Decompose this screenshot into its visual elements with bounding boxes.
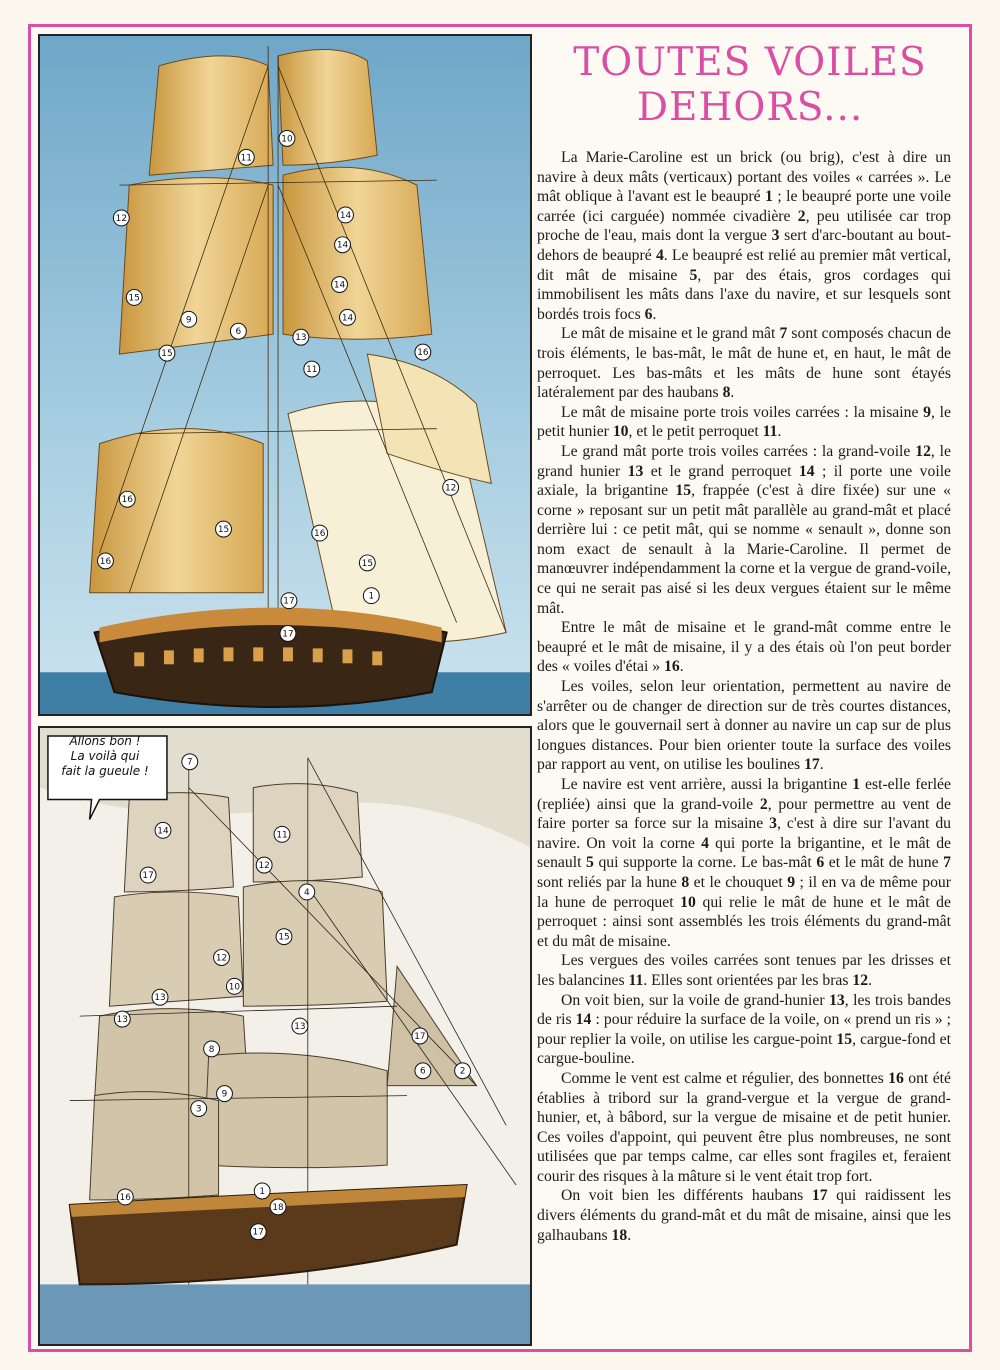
paragraph-text: . bbox=[627, 1226, 632, 1244]
paragraph-text: , c'est à dire sur l'avant du navire. On voit la corne bbox=[537, 815, 952, 852]
svg-text:13: 13 bbox=[116, 1015, 129, 1026]
reference-number: 15 bbox=[836, 1030, 853, 1048]
paragraph-text: Le navire est vent arrière, aussi la brigantine bbox=[561, 776, 853, 793]
paragraph-text: . bbox=[730, 384, 735, 402]
callout-bottom bbox=[455, 1063, 471, 1079]
svg-text:13: 13 bbox=[295, 333, 307, 344]
callout-top bbox=[281, 593, 297, 609]
paragraph-text: Le grand mât porte trois voiles carrées : la grand-voile bbox=[561, 442, 916, 460]
callout-top bbox=[293, 329, 309, 345]
paragraph-text: . Le beaupré est relié au premier mât vertical, dit mât de misaine bbox=[537, 246, 951, 284]
callout-top bbox=[312, 525, 328, 541]
svg-text:14: 14 bbox=[336, 240, 349, 251]
paragraph bbox=[537, 403, 951, 442]
paragraph-text: , les trois bandes de ris bbox=[537, 991, 951, 1029]
svg-text:12: 12 bbox=[444, 483, 457, 494]
reference-number: 13 bbox=[627, 462, 644, 480]
callout-bottom bbox=[415, 1063, 431, 1079]
reference-number: 5 bbox=[586, 854, 594, 872]
reference-number: 11 bbox=[762, 423, 778, 441]
paragraph bbox=[537, 951, 951, 990]
callout-top bbox=[338, 207, 354, 223]
reference-number: 14 bbox=[575, 1011, 592, 1029]
callout-top bbox=[304, 361, 320, 377]
reference-number: 4 bbox=[655, 246, 664, 264]
callout-bottom bbox=[191, 1101, 207, 1117]
callout-bottom bbox=[204, 1041, 220, 1057]
callout-top bbox=[238, 149, 254, 165]
title-line: DEHORS... bbox=[636, 85, 864, 130]
reference-number: 7 bbox=[779, 325, 788, 343]
reference-number: 8 bbox=[681, 873, 690, 891]
svg-text:9: 9 bbox=[185, 315, 192, 326]
reference-number: 10 bbox=[680, 893, 696, 911]
paragraph-text: . bbox=[679, 658, 684, 676]
reference-number: 4 bbox=[701, 834, 709, 852]
bubble-line: La voilà qui bbox=[70, 749, 140, 763]
svg-text:16: 16 bbox=[99, 556, 112, 567]
svg-text:6: 6 bbox=[235, 327, 242, 338]
svg-text:17: 17 bbox=[283, 596, 295, 607]
callout-bottom bbox=[250, 1224, 266, 1240]
callout-bottom bbox=[256, 857, 272, 873]
callout-top bbox=[359, 555, 375, 571]
paragraph-text: . bbox=[868, 971, 873, 989]
body-text bbox=[537, 148, 951, 1245]
reference-number: 13 bbox=[829, 991, 845, 1009]
svg-text:3: 3 bbox=[195, 1104, 202, 1115]
svg-text:1: 1 bbox=[259, 1186, 266, 1197]
paragraph-text: , frappée (c'est à dire fixée) sur une « corne » reposant sur un petit mât parallèle au grand-mât et placé derrière lui : ce petit mât, qui se nomme « senault », donne son nom exact de senault à la Marie-Caroline. Il permet de manœuvrer indépendamment la corne et la vergue de grand-voile, ce qui ne serait pas aisé si les deux vergues étaient sur le même mât. bbox=[537, 482, 952, 617]
svg-text:11: 11 bbox=[240, 153, 252, 164]
svg-text:18: 18 bbox=[272, 1202, 284, 1213]
paragraph bbox=[537, 677, 951, 775]
paragraph-text: sont reliés par la hune bbox=[537, 873, 682, 891]
svg-text:17: 17 bbox=[142, 871, 154, 882]
paragraph bbox=[537, 1069, 951, 1187]
illustration-stern-view bbox=[38, 34, 532, 716]
svg-text:15: 15 bbox=[278, 932, 290, 943]
paragraph-text: . bbox=[777, 423, 782, 441]
paragraph-text: Comme le vent est calme et régulier, des bonnettes bbox=[561, 1069, 889, 1087]
reference-number: 9 bbox=[923, 403, 932, 421]
reference-number: 2 bbox=[759, 795, 768, 813]
callout-top bbox=[340, 309, 356, 325]
callout-bottom bbox=[412, 1028, 428, 1044]
svg-text:4: 4 bbox=[303, 887, 310, 898]
callout-top bbox=[181, 311, 197, 327]
svg-text:10: 10 bbox=[228, 982, 241, 993]
paragraph-text: . bbox=[652, 305, 657, 323]
paragraph-text: On voit bien les différents haubans bbox=[561, 1187, 812, 1205]
callout-top bbox=[113, 210, 129, 226]
paragraph-text: sert d'arc-boutant au bout-dehors de beaupré bbox=[537, 227, 952, 264]
paragraph-text: , cargue-fond et cargue-bouline. bbox=[537, 1030, 951, 1068]
bubble-line: fait la gueule ! bbox=[61, 764, 149, 778]
paragraph-text: qui raidissent les divers éléments du grand-mât et du mât de misaine, ainsi que les galhaubans bbox=[537, 1187, 951, 1244]
paragraph bbox=[537, 324, 951, 402]
page-title bbox=[540, 40, 960, 130]
callout-bottom bbox=[114, 1011, 130, 1027]
svg-text:15: 15 bbox=[128, 293, 140, 304]
callout-bottom bbox=[152, 989, 168, 1005]
reference-number: 8 bbox=[722, 384, 731, 402]
svg-text:16: 16 bbox=[121, 495, 133, 506]
paragraph-text: ; il porte une voile axiale, la brigantine bbox=[537, 462, 952, 500]
reference-number: 6 bbox=[644, 305, 653, 323]
paragraph-text: , pour permettre au vent de faire porter sa force sur la misaine bbox=[537, 795, 951, 833]
callout-top bbox=[280, 626, 296, 642]
paragraph-text: La Marie-Caroline est un brick (ou brig), c'est à dire un navire à deux mâts (verticaux) portant des voiles « carrées ». Le mât oblique à l'avant est le beaupré bbox=[537, 149, 951, 206]
svg-text:12: 12 bbox=[258, 861, 270, 872]
callout-bottom bbox=[117, 1189, 133, 1205]
svg-text:14: 14 bbox=[341, 313, 354, 324]
svg-text:7: 7 bbox=[186, 757, 193, 768]
callout-bottom bbox=[274, 826, 290, 842]
reference-number: 1 bbox=[852, 776, 861, 793]
reference-number: 1 bbox=[765, 188, 773, 206]
paragraph-text: ; le beaupré porte une voile carrée (ici carguée) nommée civadière bbox=[537, 188, 951, 225]
svg-text:12: 12 bbox=[115, 213, 128, 224]
callout-top bbox=[415, 344, 431, 360]
callout-bottom bbox=[226, 978, 242, 994]
svg-text:1: 1 bbox=[368, 591, 375, 602]
paragraph-text: Les vergues des voiles carrées sont tenues par les drisses et les balancines bbox=[537, 952, 951, 989]
svg-text:17: 17 bbox=[282, 629, 294, 640]
callout-bottom bbox=[292, 1018, 308, 1034]
paragraph-text: : pour réduire la surface de la voile, on « prend un ris » ; pour replier la voile, on utilise les cargue-point bbox=[537, 1011, 951, 1048]
paragraph-text: , le grand hunier bbox=[537, 442, 951, 480]
reference-number: 12 bbox=[915, 442, 931, 460]
svg-text:11: 11 bbox=[306, 365, 318, 376]
reference-number: 3 bbox=[771, 227, 780, 245]
paragraph bbox=[537, 991, 951, 1069]
paragraph-text: Le mât de misaine et le grand mât bbox=[561, 325, 780, 343]
callout-top bbox=[443, 479, 459, 495]
callout-bottom bbox=[182, 754, 198, 770]
svg-text:17: 17 bbox=[414, 1031, 426, 1042]
callout-top bbox=[230, 323, 246, 339]
paragraph-text: , peu utilisée car trop proche de l'eau, mais dont la vergue bbox=[537, 207, 951, 245]
svg-text:2: 2 bbox=[459, 1066, 466, 1077]
paragraph-text: qui relie le mât de hune et le mât de perroquet : ainsi sont assemblés les trois éléments du grand-mât et du mât de misaine. bbox=[537, 893, 951, 950]
svg-text:14: 14 bbox=[157, 826, 169, 837]
paragraph bbox=[537, 442, 951, 618]
paragraph bbox=[537, 148, 951, 324]
callout-bottom bbox=[299, 884, 315, 900]
reference-number: 6 bbox=[816, 854, 825, 872]
svg-text:16: 16 bbox=[119, 1192, 131, 1203]
callout-top bbox=[335, 237, 351, 253]
reference-number: 5 bbox=[689, 266, 698, 284]
svg-text:9: 9 bbox=[221, 1089, 228, 1100]
callout-top bbox=[216, 521, 232, 537]
paragraph-text: , le petit hunier bbox=[537, 403, 951, 441]
paragraph-text: ont été établies à tribord sur la grand-vergue et la vergue de grand-hunier, et, à bâbord, sur la vergue de misaine et de petit hunier. Ces voiles d'appoint, qui peuvent être plus nombreuses, ne sont utilisées que par temps calme, car elles sont fragiles et, feraient courir des risques à la mâture si le vent était trop fort. bbox=[537, 1069, 951, 1185]
paragraph-text: ; il en va de même pour la hune de perroquet bbox=[537, 873, 951, 911]
paragraph-text: et le chouquet bbox=[689, 873, 788, 891]
callout-bottom bbox=[276, 929, 292, 945]
svg-text:14: 14 bbox=[339, 210, 352, 221]
reference-number: 14 bbox=[798, 462, 815, 480]
reference-number: 18 bbox=[611, 1226, 628, 1244]
paragraph-text: On voit bien, sur la voile de grand-hunier bbox=[561, 991, 830, 1009]
paragraph bbox=[537, 618, 951, 677]
paragraph-text: est-elle ferlée (repliée) ainsi que la grand-voile bbox=[537, 776, 951, 813]
paragraph-text: et le mât de hune bbox=[824, 854, 944, 872]
reference-number: 2 bbox=[797, 207, 806, 225]
svg-text:13: 13 bbox=[154, 993, 166, 1004]
paragraph-text: . bbox=[819, 756, 824, 774]
reference-number: 7 bbox=[943, 854, 952, 872]
callout-top bbox=[332, 277, 348, 293]
callout-top bbox=[119, 491, 135, 507]
reference-number: 12 bbox=[852, 971, 869, 989]
title-line: TOUTES VOILES bbox=[573, 40, 927, 85]
reference-number: 10 bbox=[612, 423, 629, 441]
svg-text:12: 12 bbox=[215, 953, 228, 964]
paragraph-text: Le mât de misaine porte trois voiles carrées : la misaine bbox=[561, 403, 924, 421]
reference-number: 16 bbox=[888, 1069, 904, 1087]
paragraph-text: qui porte la brigantine, et le mât de senault bbox=[537, 834, 951, 872]
callout-bottom bbox=[254, 1183, 270, 1199]
callout-top bbox=[279, 130, 295, 146]
callout-top bbox=[126, 290, 142, 306]
svg-text:14: 14 bbox=[333, 280, 346, 291]
reference-number: 15 bbox=[675, 482, 692, 500]
svg-text:16: 16 bbox=[417, 348, 429, 359]
callout-bottom bbox=[140, 867, 156, 883]
svg-text:17: 17 bbox=[252, 1227, 264, 1238]
paragraph-text: Entre le mât de misaine et le grand-mât comme entre le beaupré et le mât de misaine, il y a des étais où l'on peut border des « voiles d'étai » bbox=[537, 619, 951, 676]
reference-number: 11 bbox=[628, 971, 644, 989]
reference-number: 17 bbox=[811, 1187, 828, 1205]
speech-bubble bbox=[46, 734, 164, 804]
illustration-bow-view bbox=[38, 726, 532, 1346]
svg-text:8: 8 bbox=[208, 1044, 215, 1055]
reference-number: 9 bbox=[787, 873, 796, 891]
callout-bottom bbox=[270, 1199, 286, 1215]
svg-text:15: 15 bbox=[217, 525, 230, 536]
callout-top bbox=[159, 345, 175, 361]
svg-text:11: 11 bbox=[276, 830, 288, 841]
svg-text:10: 10 bbox=[281, 134, 293, 145]
callout-top bbox=[363, 588, 379, 604]
callout-bottom bbox=[214, 950, 230, 966]
reference-number: 3 bbox=[769, 815, 778, 833]
paragraph bbox=[537, 775, 951, 951]
paragraph bbox=[537, 1186, 951, 1245]
svg-text:6: 6 bbox=[420, 1066, 426, 1077]
callout-top bbox=[98, 553, 114, 569]
svg-text:15: 15 bbox=[161, 349, 173, 360]
reference-number: 16 bbox=[664, 658, 680, 676]
paragraph-text: sont composés chacun de trois éléments, le bas-mât, le mât de hune et, en haut, le mât de perroquet. Les bas-mâts et les mâts de hune sont étayés latéralement par des haubans bbox=[537, 325, 951, 402]
callout-bottom bbox=[217, 1086, 233, 1102]
callout-bottom bbox=[155, 822, 171, 838]
svg-text:13: 13 bbox=[294, 1022, 306, 1033]
reference-number: 17 bbox=[804, 756, 820, 774]
paragraph-text: . Elles sont orientées par les bras bbox=[643, 971, 853, 989]
svg-text:15: 15 bbox=[361, 558, 374, 569]
bubble-line: Allons bon ! bbox=[69, 734, 141, 748]
svg-text:16: 16 bbox=[314, 529, 326, 540]
paragraph-text: , par des étais, gros cordages qui immobilisent les mâts dans l'axe du navire, et sur lesquels sont bordés trois focs bbox=[537, 266, 951, 323]
paragraph-text: , et le petit perroquet bbox=[628, 423, 763, 441]
paragraph-text: et le grand perroquet bbox=[643, 462, 799, 480]
paragraph-text: Les voiles, selon leur orientation, permettent au navire de s'arrêter ou de changer de direction sur de très courtes distances, alors que le gouvernail sert à donner au navire un cap sur de plus longues distances. Pour bien orienter toute la surface des voiles par rapport au vent, on utilise les boulines bbox=[537, 678, 951, 774]
paragraph-text: qui supporte la corne. Le bas-mât bbox=[593, 854, 817, 872]
